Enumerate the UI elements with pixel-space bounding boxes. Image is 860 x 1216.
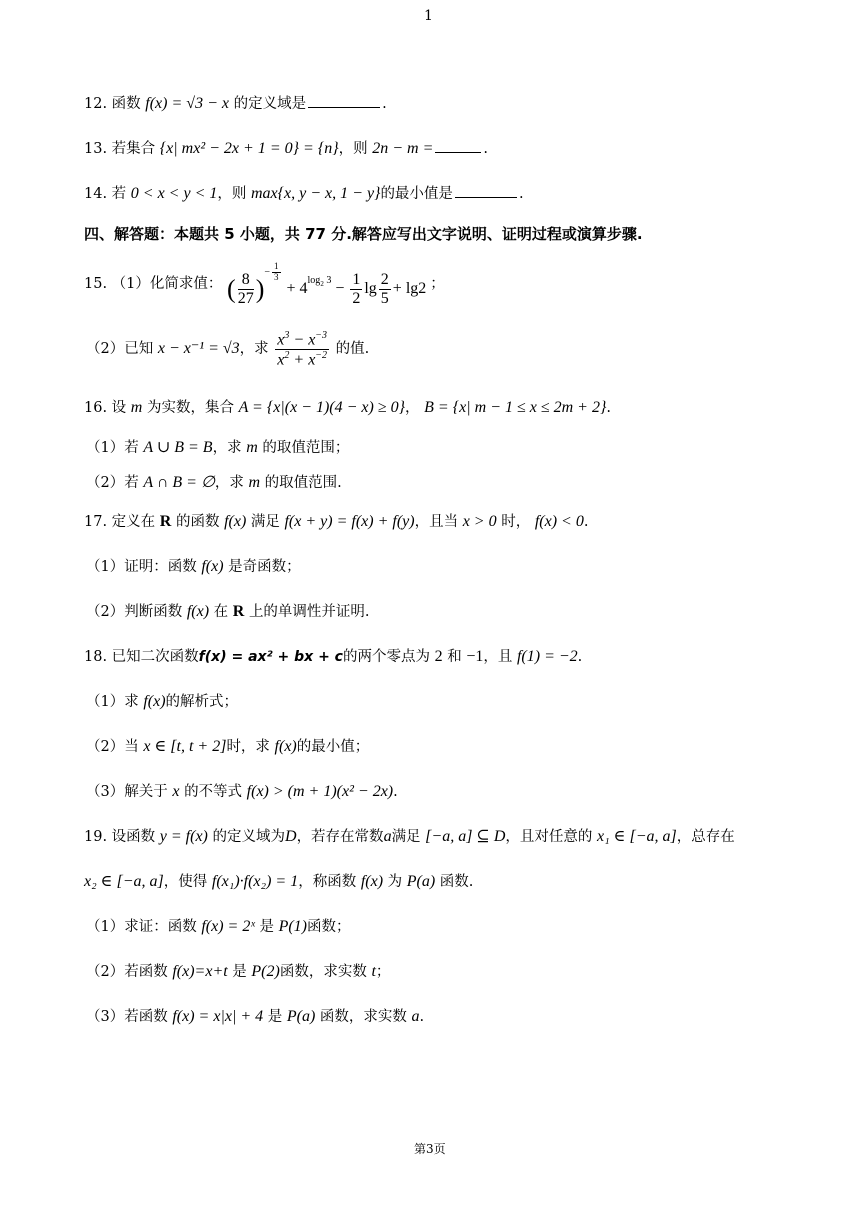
q19-p3-a: a — [411, 1008, 420, 1025]
q15-part2-mid: ，求 — [239, 341, 269, 357]
question-19-part-3 — [86, 1007, 424, 1028]
q17-p1-fx: f(x) — [201, 558, 224, 575]
q19-function: y = f(x) — [159, 828, 208, 845]
q17-equation: f(x + y) = f(x) + f(y) — [284, 513, 415, 530]
q17-set-R: R — [159, 513, 172, 530]
q16-p1-expression: A ∪ B = B — [143, 439, 213, 456]
q16-p1-end: 的取值范围； — [262, 440, 350, 456]
q18-p2-label: （2）当 — [86, 739, 139, 755]
q17-result: f(x) < 0 — [534, 513, 584, 530]
q18-zero-2: −1 — [466, 648, 484, 665]
question-17-part-1 — [86, 557, 301, 578]
question-17-part-2 — [86, 602, 370, 623]
q19-x2: x₂ ∈ [−a, a] — [84, 873, 164, 890]
q19-l2-b: ，使得 — [163, 874, 208, 890]
q14-end: . — [518, 186, 524, 202]
q19-p3-expression: f(x) = x|x| + 4 — [172, 1008, 264, 1025]
question-18-part-3 — [86, 782, 398, 803]
q15-part2-label: （2）已知 — [86, 341, 154, 357]
q18-zero-1: 2 — [434, 648, 443, 665]
question-12 — [84, 94, 387, 115]
q18-stem-c: ，且 — [483, 649, 513, 665]
section-heading: 四、解答题：本题共 5 小题，共 77 分.解答应写出文字说明、证明过程或演算步骤. — [84, 225, 643, 243]
q15-part1-end: ； — [430, 276, 445, 293]
question-13 — [84, 139, 488, 160]
q19-l2-d: ，称函数 — [298, 874, 357, 890]
q18-p2-expression: x ∈ [t, t + 2] — [143, 738, 227, 755]
q13-expression: {x| mx² − 2x + 1 = 0} = {n} — [159, 140, 339, 157]
q17-stem-d: ，且当 — [414, 514, 459, 530]
question-19-part-2 — [86, 962, 390, 983]
q17-end: . — [583, 514, 589, 530]
q13-end: . — [483, 141, 488, 157]
q17-p1-end: 是奇函数； — [228, 559, 301, 575]
q19-domain-D: D — [285, 828, 297, 845]
q18-function: f(x) = ax² + bx + c — [198, 649, 343, 665]
q13-number: 13. 若集合 — [84, 141, 156, 157]
q19-l2-fx: f(x) — [360, 873, 384, 890]
q17-p2-fx: f(x) — [186, 603, 210, 620]
q16-stem-b: 为实数，集合 — [146, 400, 234, 416]
q14-answer-blank — [455, 185, 517, 198]
q15-part2-end: 的值. — [335, 341, 370, 357]
q18-p3-expression: f(x) > (m + 1)(x² − 2x) — [246, 783, 394, 800]
q19-l2-e: 为 — [387, 874, 403, 890]
question-15-part-2 — [86, 330, 369, 374]
question-19-line-2 — [84, 872, 473, 893]
q18-and: 和 — [447, 649, 462, 665]
question-19-part-1 — [86, 917, 351, 938]
q17-p2-R: R — [232, 603, 245, 620]
q19-p2-expression: f(x)=x+t — [172, 963, 228, 980]
q14-text: ，则 — [217, 186, 247, 202]
q15-part2-fraction: $\frac{x^3 - x^{-3}}{x^2 + x^{-2}}$ — [277, 330, 328, 369]
q19-Pa: P(a) — [406, 873, 436, 890]
question-19 — [84, 827, 735, 848]
question-15-part-1 — [84, 262, 445, 312]
q14-expression-2: max{x, y − x, 1 − y} — [250, 185, 381, 202]
q19-p3-label: （3）若函数 — [86, 1009, 168, 1025]
q12-expression: f(x) = √3 − x — [145, 95, 229, 112]
q16-p2-label: （2）若 — [86, 475, 139, 491]
question-18-part-1 — [86, 692, 238, 713]
q19-p2-semicolon: ； — [375, 964, 391, 980]
q19-p2-P: P(2) — [251, 963, 280, 980]
q19-stem-c: ，若存在常数 — [296, 829, 384, 845]
q18-end: . — [577, 649, 583, 665]
q13-expression-2: 2n − m = — [372, 140, 434, 157]
q16-p2-text: ，求 — [214, 475, 244, 491]
q15-part1-label: （1）化简求值： — [111, 276, 223, 293]
q17-stem-b: 的函数 — [175, 514, 220, 530]
page-footer: 第3页 — [414, 1142, 446, 1156]
q19-p2-end: 函数，求实数 — [279, 964, 367, 980]
q18-p3-mid: 的不等式 — [184, 784, 243, 800]
question-16-part-2 — [86, 473, 342, 494]
q19-interval: [−a, a] ⊆ D — [425, 828, 506, 845]
q17-p2-end: 上的单调性并证明. — [248, 604, 370, 620]
q18-p1-end: 的解析式； — [165, 694, 239, 710]
q18-condition: f(1) = −2 — [516, 648, 578, 665]
q16-separator: ， — [405, 400, 420, 416]
question-16 — [84, 398, 611, 419]
q16-p2-expression: A ∩ B = ∅ — [143, 474, 215, 491]
q18-p3-end: . — [393, 784, 398, 800]
q19-p2-t: t — [371, 963, 376, 980]
q19-p1-end: 函数； — [307, 919, 351, 935]
q19-p1-expression: f(x) = 2ˣ — [201, 918, 255, 935]
q16-p2-m: m — [248, 474, 261, 491]
q19-p3-end: 函数，求实数 — [319, 1009, 407, 1025]
q18-stem-a: 18. 已知二次函数 — [84, 649, 199, 665]
q16-set-b: B = {x| m − 1 ≤ x ≤ 2m + 2} — [424, 399, 607, 416]
q13-answer-blank — [435, 140, 481, 153]
q17-stem-a: 17. 定义在 — [84, 514, 156, 530]
question-14 — [84, 184, 524, 205]
q18-p2-mid: 时，求 — [226, 739, 270, 755]
q12-answer-blank — [308, 95, 380, 108]
question-16-part-1 — [86, 438, 349, 459]
q19-stem-e: ，且对任意的 — [505, 829, 593, 845]
q16-p1-m: m — [246, 439, 258, 456]
q16-end: . — [606, 400, 611, 416]
q19-stem-a: 19. 设函数 — [84, 829, 156, 845]
page-number: 1 — [424, 8, 433, 24]
q19-p2-label: （2）若函数 — [86, 964, 168, 980]
q15-part2-expression: x − x⁻¹ = √3 — [157, 340, 240, 358]
q18-p3-label: （3）解关于 — [86, 784, 168, 800]
q12-text: 的定义域是 — [233, 96, 307, 112]
q16-p1-text: ，求 — [212, 440, 242, 456]
q19-x1: x₁ ∈ [−a, a] — [597, 828, 677, 845]
question-18 — [84, 647, 582, 668]
q19-p1-label: （1）求证：函数 — [86, 919, 197, 935]
q19-p2-mid: 是 — [232, 964, 247, 980]
q13-text: ，则 — [338, 141, 368, 157]
q17-stem-c: 满足 — [250, 514, 280, 530]
q15-number: 15. — [84, 276, 108, 293]
q14-expression: 0 < x < y < 1 — [130, 185, 218, 202]
q19-p3-end-dot: . — [419, 1009, 425, 1025]
q16-variable-m: m — [130, 399, 143, 416]
q17-fx: f(x) — [224, 513, 247, 530]
q16-stem-a: 16. 设 — [84, 400, 127, 416]
q19-stem-b: 的定义域为 — [212, 829, 285, 845]
q14-number: 14. 若 — [84, 186, 127, 202]
q19-p1-mid: 是 — [259, 919, 274, 935]
q17-condition: x > 0 — [462, 513, 497, 530]
q19-p1-P: P(1) — [278, 918, 308, 935]
q17-stem-e: 时， — [501, 514, 531, 530]
q17-p2-mid: 在 — [213, 604, 229, 620]
q18-p3-x: x — [172, 783, 180, 800]
q19-stem-f: ，总存在 — [676, 829, 735, 845]
question-18-part-2 — [86, 737, 369, 758]
q19-constant-a: a — [383, 828, 392, 845]
q18-p1-fx: f(x) — [143, 693, 166, 710]
question-17 — [84, 512, 588, 533]
q15-expression: ( $\frac{8}{27}$ )$^{- \frac{1}{3}}$ + $4^{log_2 3}$ − $\frac{1}{2}$ lg $\frac{2}{5}$ + lg2 — [227, 261, 431, 307]
q16-p1-label: （1）若 — [86, 440, 139, 456]
q18-p2-fx: f(x) — [274, 738, 297, 755]
q19-stem-d: 满足 — [391, 829, 421, 845]
q17-p2-label: （2）判断函数 — [86, 604, 183, 620]
q12-number: 12. 函数 — [84, 96, 141, 112]
q14-text-2: 的最小值是 — [380, 186, 453, 202]
q19-p3-mid: 是 — [267, 1009, 283, 1025]
q19-product: f(x₁)·f(x₂) = 1 — [211, 873, 299, 890]
q16-p2-end: 的取值范围. — [264, 475, 342, 491]
q19-l2-g: 函数. — [439, 874, 474, 890]
q19-p3-P: P(a) — [286, 1008, 316, 1025]
q16-set-a: A = {x|(x − 1)(4 − x) ≥ 0} — [238, 399, 406, 416]
q18-stem-b: 的两个零点为 — [343, 649, 430, 665]
q18-p1-label: （1）求 — [86, 694, 139, 710]
q18-p2-end: 的最小值； — [296, 739, 370, 755]
q12-end: . — [382, 96, 387, 112]
q17-p1-label: （1）证明：函数 — [86, 559, 197, 575]
